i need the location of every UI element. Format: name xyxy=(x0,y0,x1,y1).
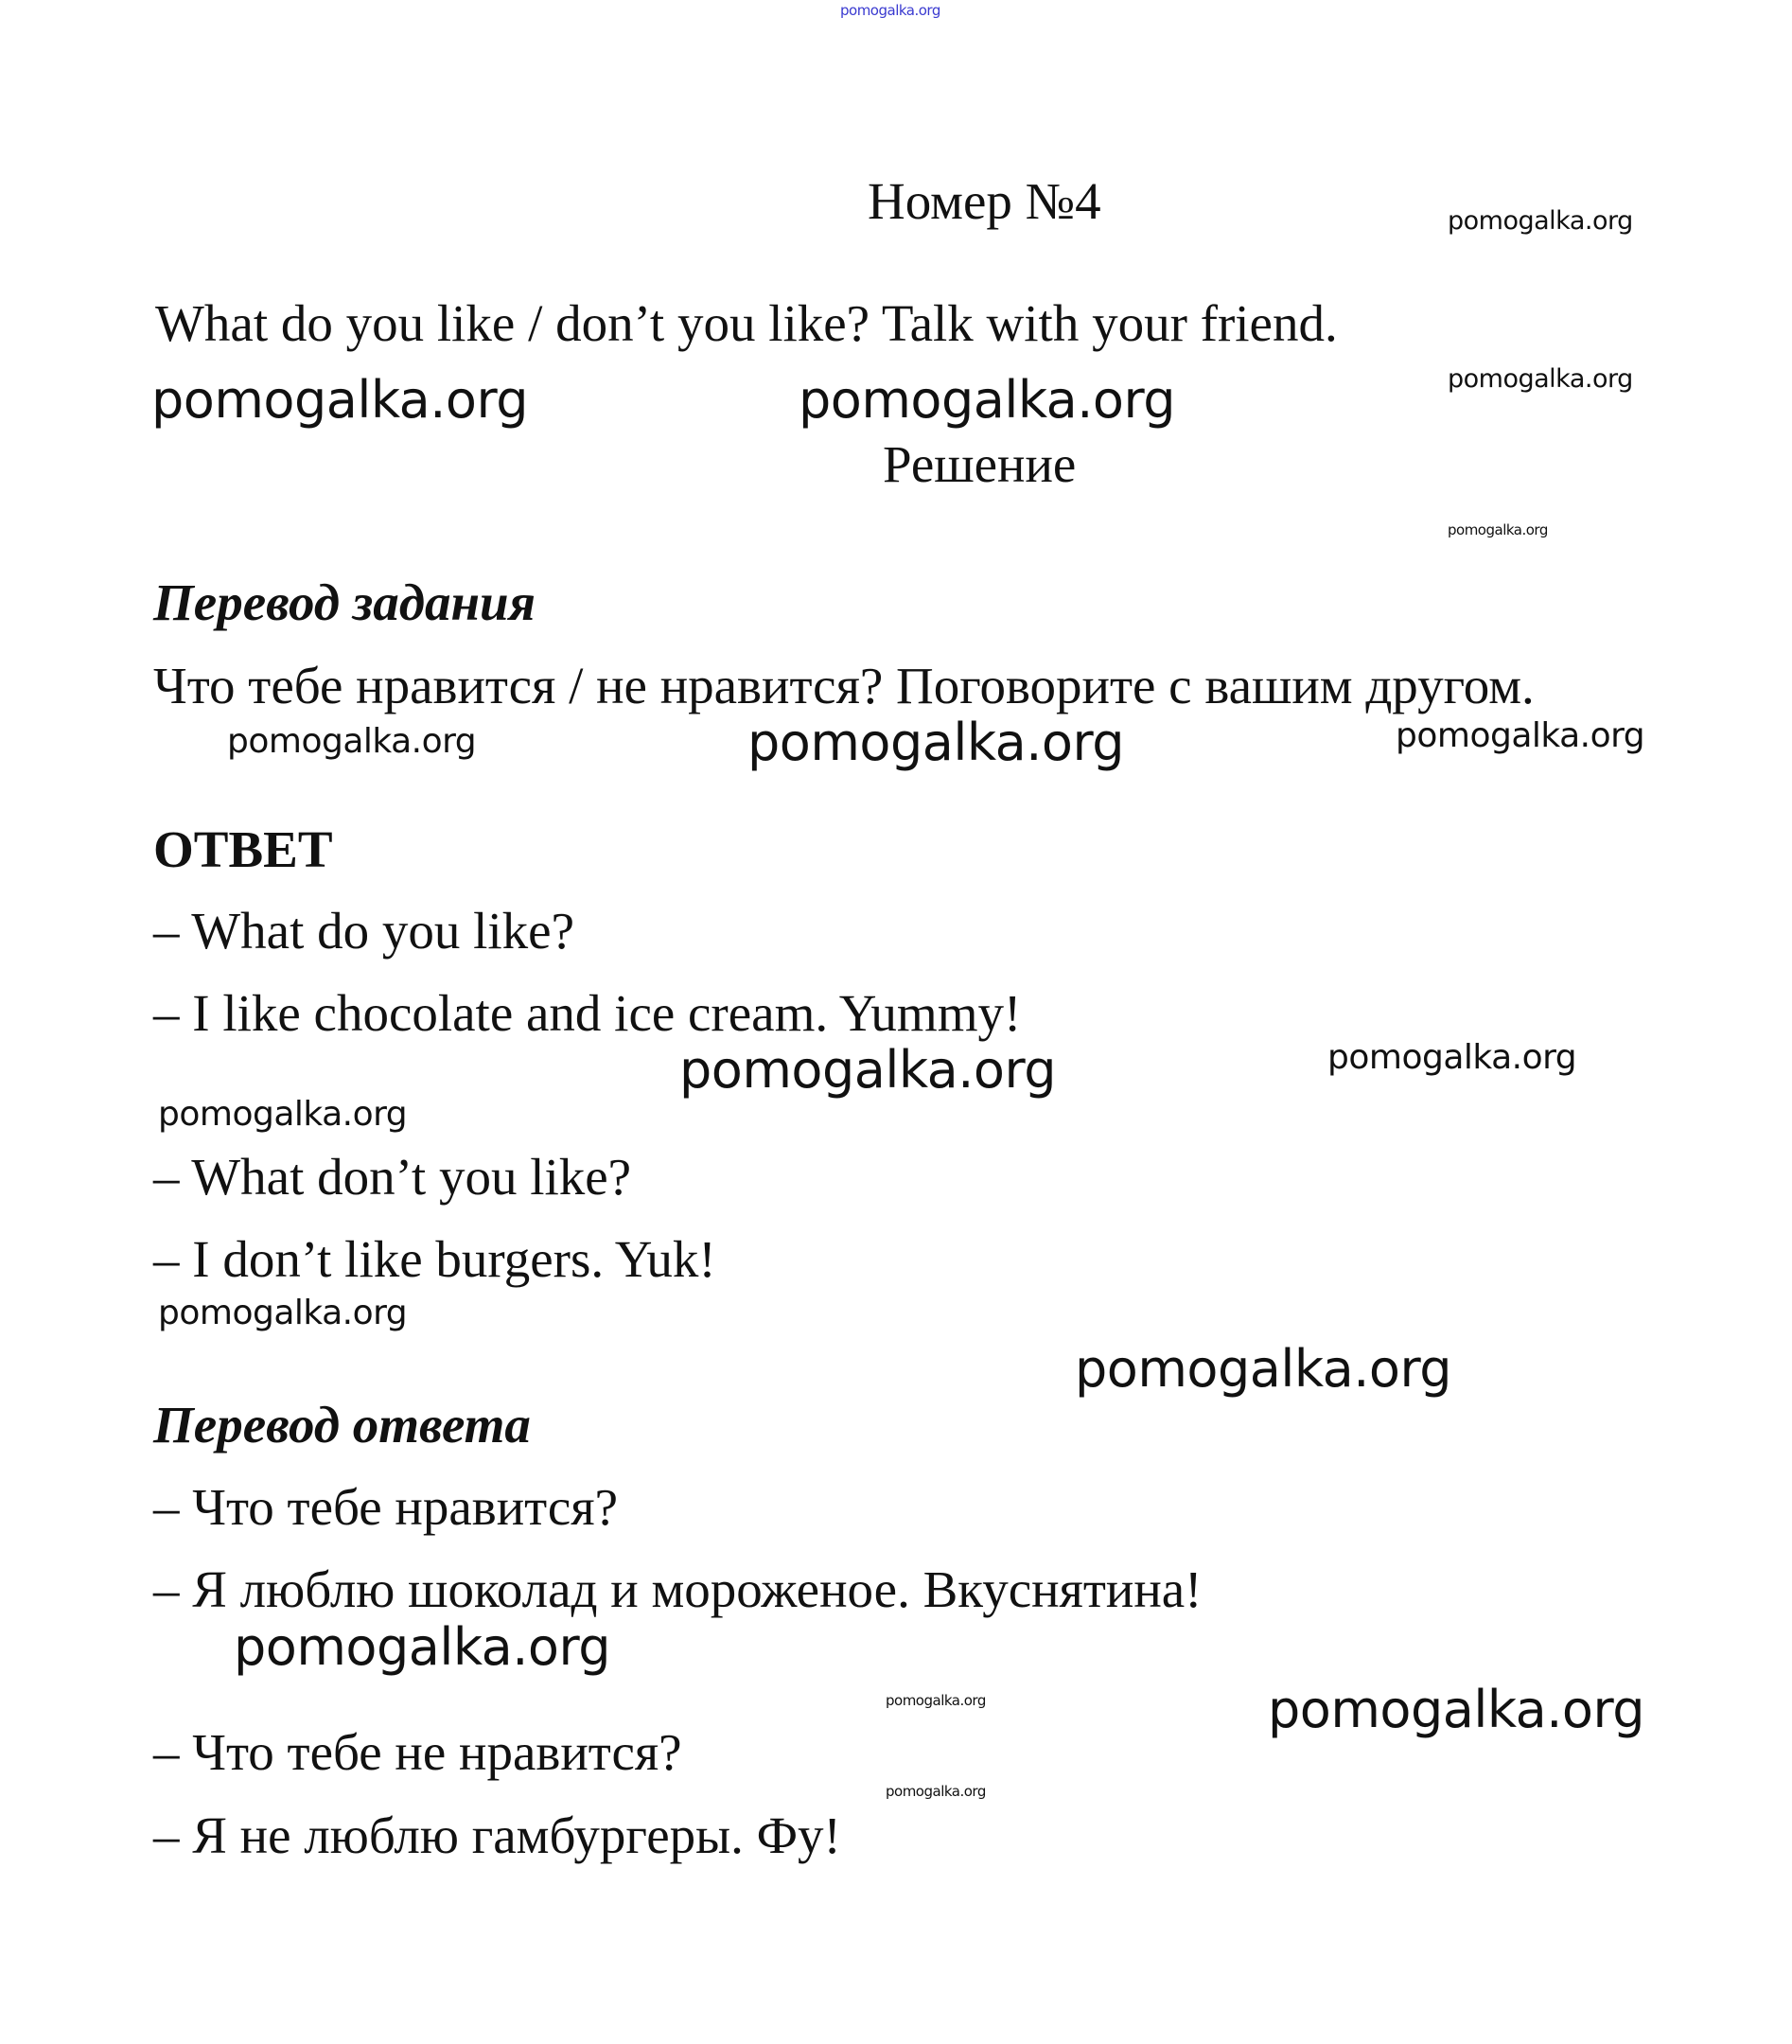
watermark: pomogalka.org xyxy=(227,722,477,761)
watermark: pomogalka.org xyxy=(1268,1680,1644,1739)
watermark: pomogalka.org xyxy=(158,1095,408,1134)
watermark: pomogalka.org xyxy=(747,713,1124,772)
task-translation: Что тебе нравится / не нравится? Поговорите с вашим другом. xyxy=(153,657,1535,714)
watermark-top: pomogalka.org xyxy=(840,2,940,19)
answer-line: – What don’t you like? xyxy=(153,1148,632,1206)
watermark: pomogalka.org xyxy=(158,1294,408,1332)
watermark: pomogalka.org xyxy=(799,370,1175,430)
task-translation-heading: Перевод задания xyxy=(153,573,536,631)
watermark: pomogalka.org xyxy=(1396,716,1645,755)
watermark: pomogalka.org xyxy=(886,1783,986,1800)
answer-translation-line: – Что тебе нравится? xyxy=(153,1478,618,1536)
answer-translation-line: – Я не люблю гамбургеры. Фу! xyxy=(153,1806,841,1864)
answer-translation-line: – Что тебе не нравится? xyxy=(153,1723,682,1781)
answer-heading: ОТВЕТ xyxy=(153,820,333,878)
answer-translation-line: – Я люблю шоколад и мороженое. Вкуснятина! xyxy=(153,1560,1203,1618)
solution-label: Решение xyxy=(883,435,1077,493)
watermark: pomogalka.org xyxy=(1448,364,1633,394)
watermark: pomogalka.org xyxy=(679,1040,1056,1100)
watermark: pomogalka.org xyxy=(234,1617,610,1677)
task-text: What do you like / don’t you like? Talk with your friend. xyxy=(155,294,1338,352)
answer-translation-heading: Перевод ответа xyxy=(153,1396,531,1454)
watermark: pomogalka.org xyxy=(886,1692,986,1709)
watermark: pomogalka.org xyxy=(151,370,528,430)
page-title: Номер №4 xyxy=(868,172,1101,230)
watermark: pomogalka.org xyxy=(1448,521,1548,538)
answer-line: – What do you like? xyxy=(153,902,574,960)
watermark: pomogalka.org xyxy=(1075,1339,1451,1399)
answer-line: – I like chocolate and ice cream. Yummy! xyxy=(153,984,1022,1042)
answer-line: – I don’t like burgers. Yuk! xyxy=(153,1230,716,1288)
watermark: pomogalka.org xyxy=(1327,1038,1577,1077)
watermark: pomogalka.org xyxy=(1448,206,1633,236)
